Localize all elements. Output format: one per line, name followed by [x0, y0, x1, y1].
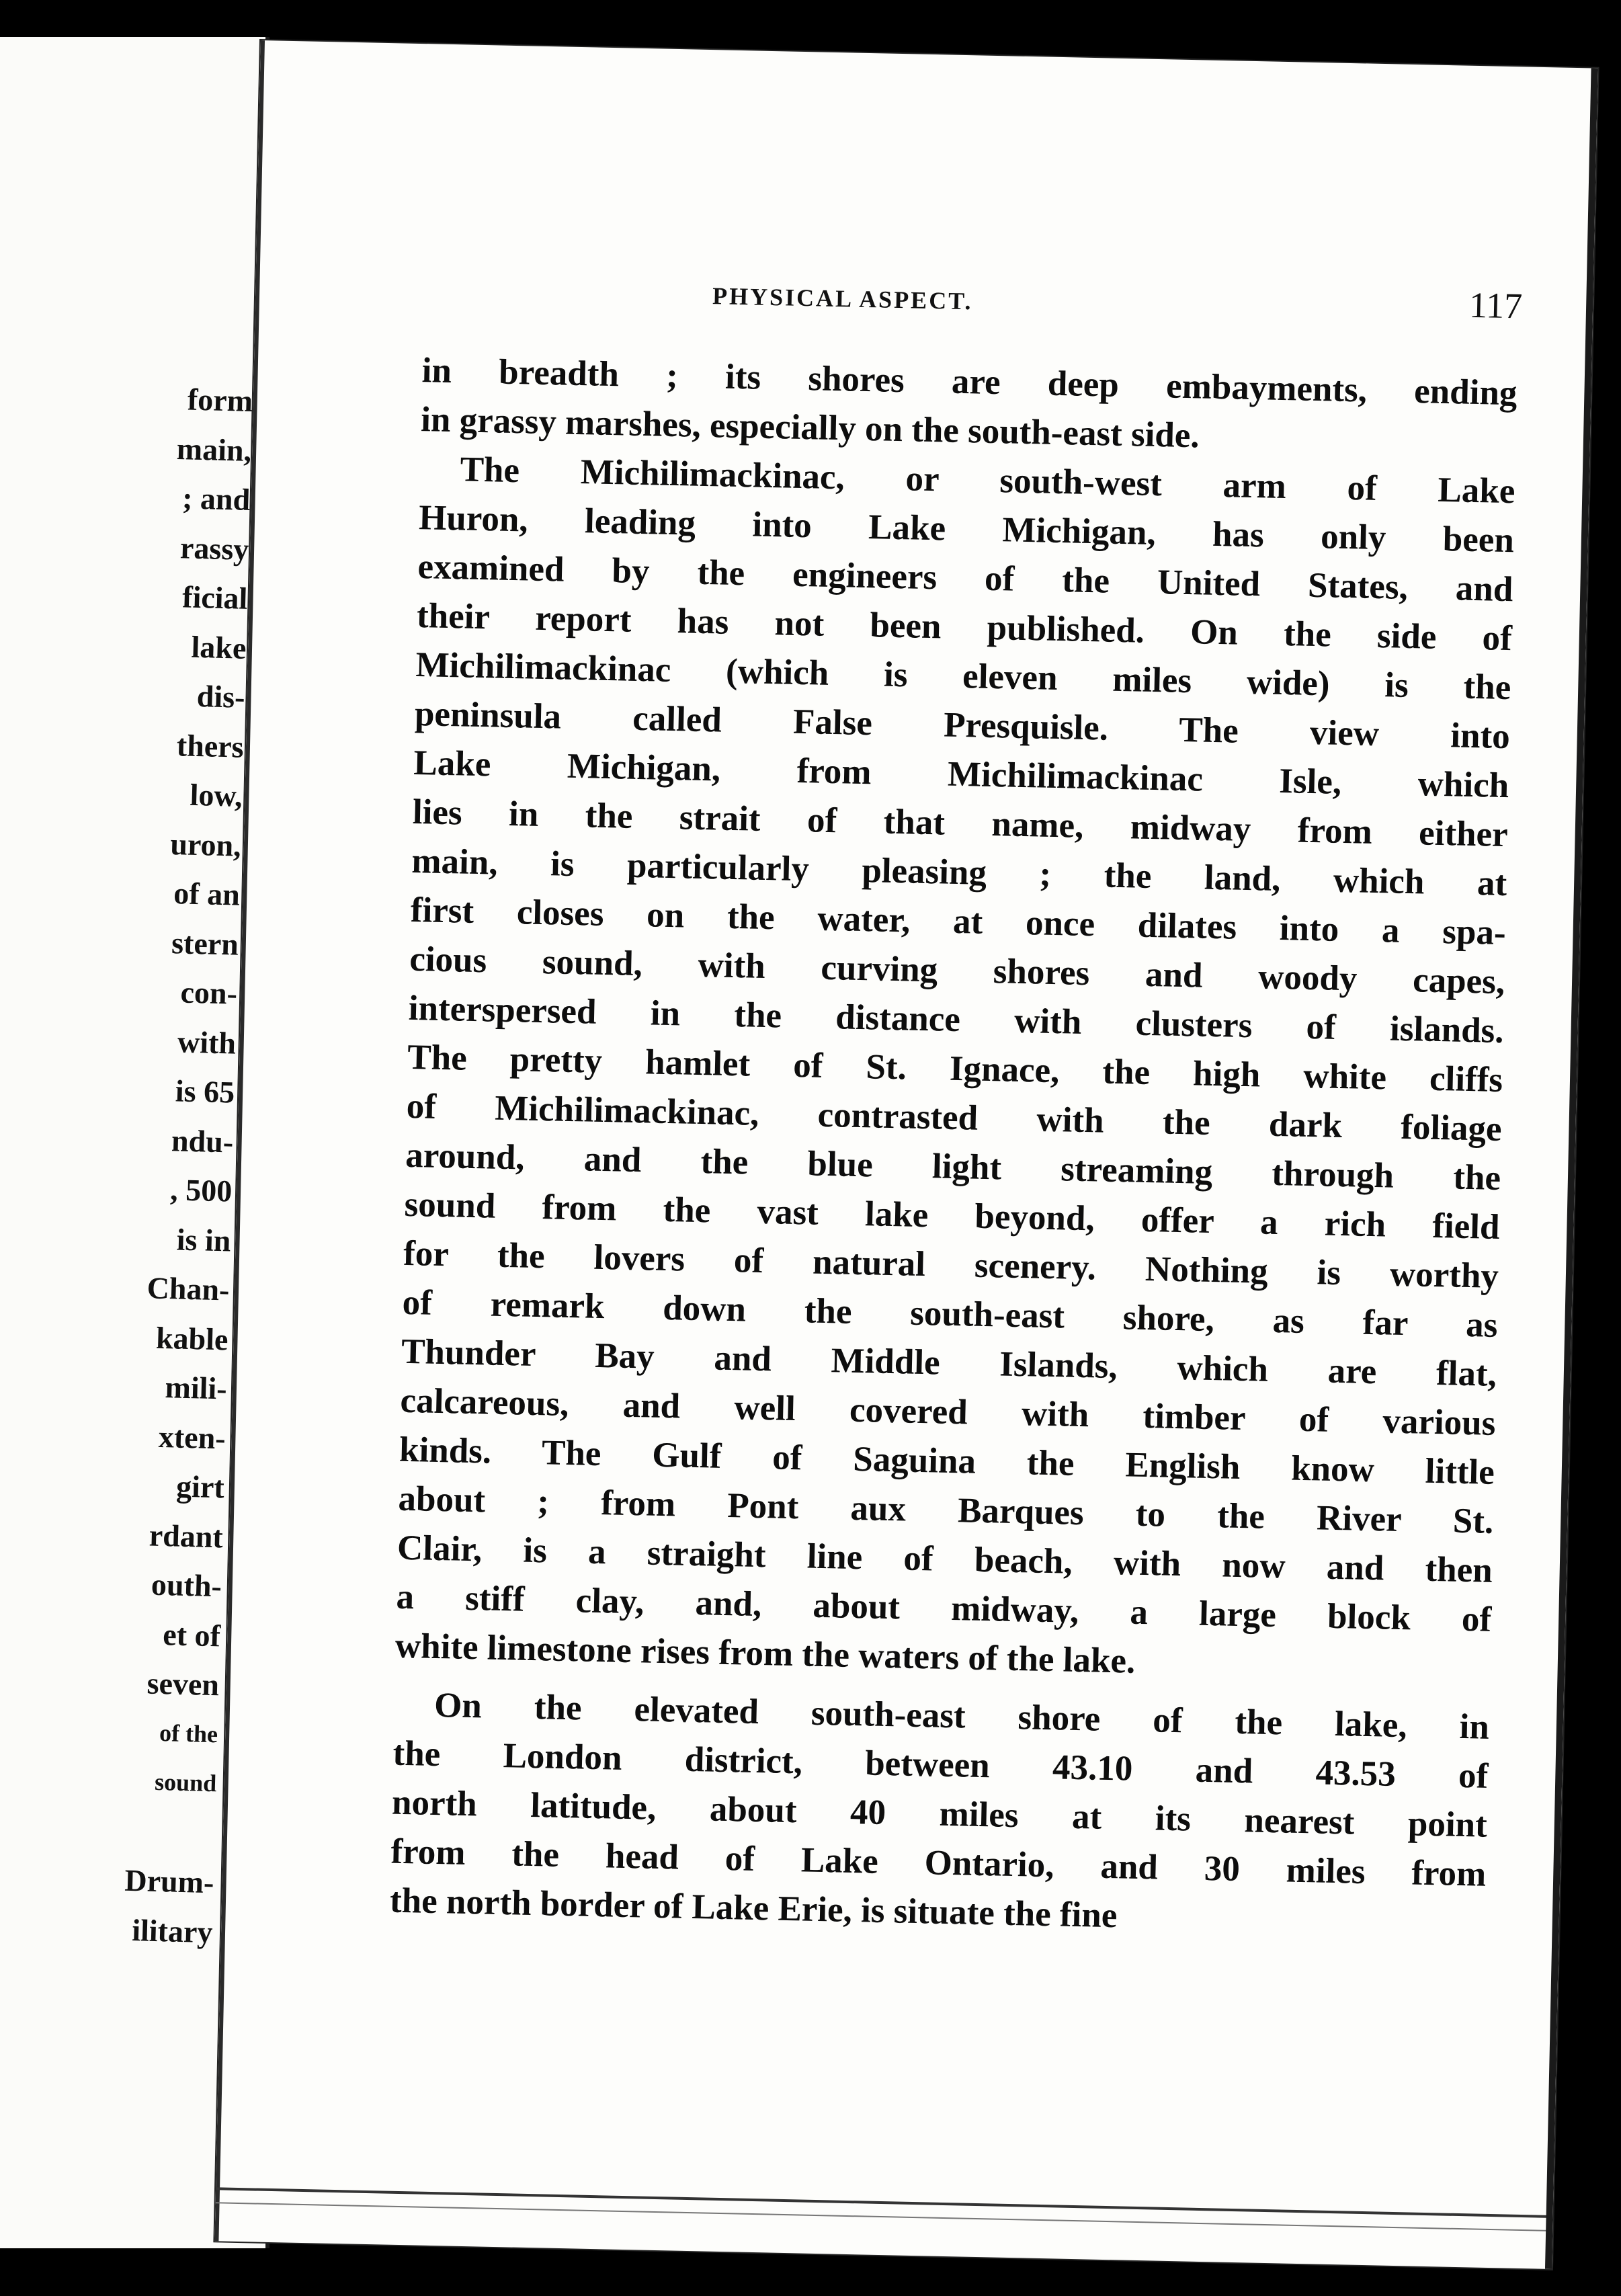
- page-bottom-edge: [216, 2187, 1553, 2231]
- left-page-line: rdant: [149, 1518, 224, 1554]
- left-page-line: kable: [155, 1320, 229, 1357]
- left-page-line: is in: [176, 1221, 232, 1258]
- left-page-line: xten-: [158, 1419, 226, 1455]
- left-page-line: is 65: [175, 1073, 235, 1110]
- text-line: Lake Michigan, from Michilimackinac Isle, which: [413, 743, 1509, 806]
- text-line: of remark down the south-east shore, as far as: [402, 1282, 1498, 1345]
- left-page-line: Drum-: [124, 1862, 214, 1900]
- text-line: around, and the blue light streaming through the: [405, 1135, 1501, 1198]
- text-line: cious sound, with curving shores and woody capes,: [409, 939, 1505, 1002]
- text-line: sound from the vast lake beyond, offer a rich field: [404, 1184, 1501, 1247]
- text-line: kinds. The Gulf of Saguina the English know little: [399, 1430, 1495, 1492]
- left-page-line: Chan-: [147, 1270, 231, 1307]
- body-text: [389, 346, 1518, 1949]
- left-page-line: thers: [176, 727, 245, 764]
- left-page-line: form: [187, 382, 253, 418]
- text-line: The pretty hamlet of St. Ignace, the high white cliffs: [407, 1037, 1503, 1100]
- left-page-line: , 500: [169, 1172, 233, 1208]
- text-line: main, is particularly pleasing ; the land, which at: [411, 841, 1507, 904]
- left-page-line: ; and: [181, 481, 251, 517]
- text-line: in grassy marshes, especially on the south-east side.: [420, 400, 1200, 456]
- text-line: for the lovers of natural scenery. Nothing is worthy: [403, 1233, 1499, 1296]
- left-page-line: uron,: [169, 826, 242, 863]
- left-page-line: mili-: [164, 1370, 228, 1406]
- text-line: a stiff clay, and, about midway, a large block of: [395, 1577, 1492, 1639]
- text-line: of Michilimackinac, contrasted with the dark foliage: [406, 1086, 1503, 1149]
- text-line: north latitude, about 40 miles at its nearest point: [391, 1782, 1488, 1845]
- text-line: The Michilimackinac, or south-west arm of Lake: [460, 450, 1515, 511]
- text-line: first closes on the water, at once dilates into a spa-: [410, 890, 1507, 953]
- left-page-line: girt: [175, 1469, 225, 1505]
- left-page-line: stern: [171, 925, 239, 962]
- right-page: [214, 40, 1597, 2269]
- text-line: about ; from Pont aux Barques to the River St.: [397, 1479, 1494, 1541]
- page-number: 117: [1468, 284, 1523, 327]
- text-line: examined by the engineers of the United States, and: [417, 547, 1513, 610]
- left-page-line: low,: [190, 777, 243, 813]
- left-page-line: con-: [179, 975, 238, 1011]
- text-line: calcareous, and well covered with timber of various: [400, 1381, 1496, 1443]
- left-page-line: of the: [159, 1719, 218, 1748]
- left-page-line: et of: [162, 1616, 221, 1653]
- text-line: Huron, leading into Lake Michigan, has only been: [418, 498, 1515, 561]
- left-page-line: of an: [173, 876, 241, 912]
- left-page-line: outh-: [151, 1567, 222, 1604]
- page-right-edge: [1545, 68, 1598, 2268]
- text-line: their report has not been published. On the side of: [416, 596, 1513, 659]
- left-page-line: seven: [147, 1666, 220, 1703]
- text-line: interspersed in the distance with clusters of islands.: [408, 988, 1505, 1051]
- left-page-text-fragments: [0, 370, 253, 1957]
- text-line: white limestone rises from the waters of the lake.: [394, 1626, 1136, 1681]
- left-page-line: ilitary: [131, 1912, 214, 1949]
- left-page-line: rassy: [179, 530, 249, 567]
- left-page-line: lake: [191, 629, 247, 665]
- left-page-line: ndu-: [171, 1122, 234, 1159]
- text-line: Thunder Bay and Middle Islands, which are flat,: [401, 1331, 1497, 1394]
- text-line: the north border of Lake Erie, is situate the fine: [389, 1881, 1118, 1936]
- text-line: Michilimackinac (which is eleven miles wide) is the: [415, 645, 1511, 708]
- text-line: On the elevated south-east shore of the lake, in: [433, 1685, 1490, 1747]
- text-line: from the head of Lake Ontario, and 30 miles from: [390, 1832, 1487, 1894]
- left-page-line: [0, 1803, 216, 1858]
- text-line: in breadth ; its shores are deep embayments, ending: [421, 351, 1518, 413]
- running-head: PHYSICAL ASPECT.: [712, 282, 973, 315]
- text-line: lies in the strait of that name, midway from either: [412, 792, 1509, 855]
- left-page-line: dis-: [196, 678, 246, 714]
- left-page-line: main,: [176, 431, 252, 468]
- left-page-line: with: [177, 1024, 237, 1061]
- text-line: peninsula called False Presquisle. The view into: [414, 694, 1511, 757]
- left-page-line: ficial: [181, 579, 249, 616]
- text-line: Clair, is a straight line of beach, with now and then: [397, 1528, 1493, 1590]
- text-line: the London district, between 43.10 and 43.53 of: [392, 1733, 1489, 1796]
- left-page-line: sound: [154, 1768, 217, 1797]
